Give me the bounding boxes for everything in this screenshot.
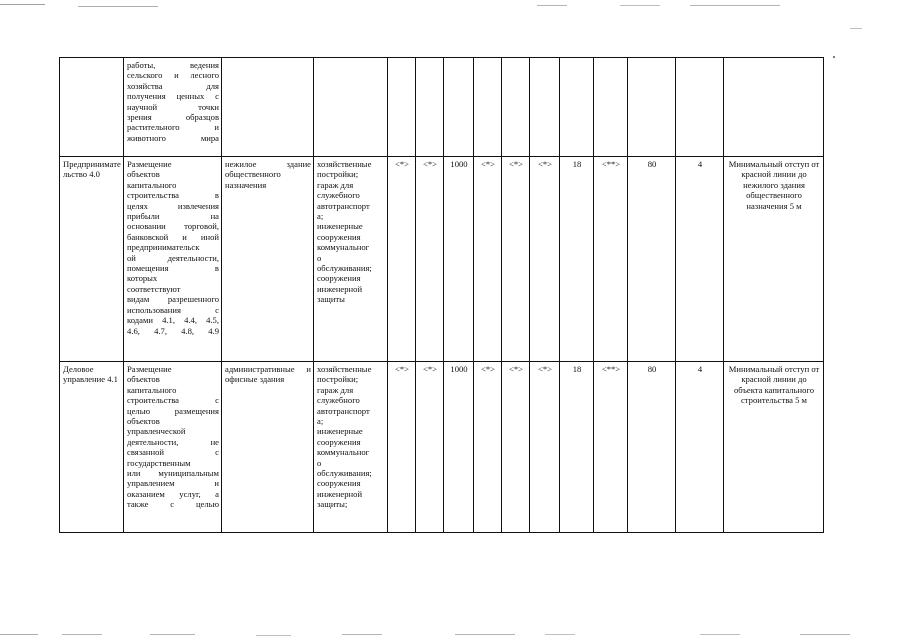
text-line: хозяйственные — [317, 159, 372, 169]
cell-description — [124, 58, 222, 157]
scan-artifact-bottom-4 — [256, 635, 291, 636]
text-line: Размещение — [127, 159, 172, 169]
scan-artifact-bottom-6 — [455, 634, 515, 635]
cell-value-6 — [530, 58, 560, 157]
text-line: инженерной — [317, 283, 363, 294]
text-line: также с целью — [127, 499, 219, 510]
cell-value-2: <*> — [416, 362, 444, 533]
text-line: автотранспорт — [317, 200, 370, 211]
text-line: предпринимательск — [127, 242, 200, 253]
cell-description — [124, 157, 222, 362]
text-line: управлением и — [127, 478, 219, 489]
text-line: кодами 4.1, 4.4, 4.5, — [127, 315, 219, 326]
cell-name — [60, 58, 124, 157]
text-line: целью размещения — [127, 405, 219, 416]
cell-value-4 — [474, 58, 502, 157]
cell-value-6: <*> — [530, 362, 560, 533]
table-row-continuation — [60, 58, 824, 157]
cell-name: Деловое управление 4.1 — [60, 362, 124, 533]
cell-name: Предпринимательство 4.0 — [60, 157, 124, 362]
scan-dot — [833, 56, 835, 58]
cell-value-10: 4 — [676, 362, 724, 533]
cell-value-9: 80 — [628, 157, 676, 362]
cell-value-5 — [502, 58, 530, 157]
cell-value-8: <**> — [594, 362, 628, 533]
cell-value-5: <*> — [502, 157, 530, 362]
cell-value-10 — [676, 58, 724, 157]
cell-main-use: административные и офисные здания — [222, 362, 314, 533]
cell-value-8 — [594, 58, 628, 157]
text-line: объектов — [127, 416, 160, 427]
text-line: работы, ведения — [127, 60, 219, 70]
text-line: а; — [317, 211, 324, 222]
cell-main-use: нежилое здание общественного назначения — [222, 157, 314, 362]
text-line: капитального — [127, 384, 177, 395]
text-line: объектов — [127, 169, 160, 180]
text-line: прибыли на — [127, 211, 219, 222]
cell-value-1: <*> — [388, 157, 416, 362]
cell-auxiliary-use — [314, 58, 388, 157]
cell-value-1: <*> — [388, 362, 416, 533]
text-line: о — [317, 457, 322, 468]
text-line: ой деятельности, — [127, 252, 219, 263]
text-line: гараж для — [317, 179, 354, 190]
scan-artifact-top-right — [537, 5, 567, 6]
cell-value-3: 1000 — [444, 157, 474, 362]
cell-value-7: 18 — [560, 157, 594, 362]
text-line: деятельности, не — [127, 436, 219, 447]
scan-artifact-top-left-2 — [78, 6, 158, 7]
text-line: растительного и — [127, 122, 219, 133]
cell-note — [724, 58, 824, 157]
text-line: защиты; — [317, 499, 348, 510]
text-line: обслуживания; — [317, 263, 372, 274]
cell-value-7: 18 — [560, 362, 594, 533]
text-line: о — [317, 252, 322, 263]
cell-auxiliary-use — [314, 157, 388, 362]
text-line: которых — [127, 273, 158, 284]
cell-auxiliary-use — [314, 362, 388, 533]
scan-artifact-bottom-7 — [545, 634, 575, 635]
cell-value-2: <*> — [416, 157, 444, 362]
text-line: государственным — [127, 457, 191, 468]
table-row-business-management — [60, 362, 824, 533]
text-line: инженерные — [317, 426, 363, 437]
cell-value-2 — [416, 58, 444, 157]
text-line: получения ценных с — [127, 91, 219, 102]
cell-value-10: 4 — [676, 157, 724, 362]
scan-artifact-bottom-9 — [800, 634, 850, 635]
scan-artifact-bottom-5 — [342, 634, 382, 635]
table-row-entrepreneurship — [60, 157, 824, 362]
text-line: зрения образцов — [127, 112, 219, 123]
text-line: или муниципальным — [127, 468, 219, 479]
text-line: строительства с — [127, 395, 219, 406]
text-line: сооружения — [317, 436, 361, 447]
text-line: банковской и иной — [127, 231, 219, 242]
cell-value-9 — [628, 58, 676, 157]
text-line: 4.6, 4.7, 4.8, 4.9 — [127, 325, 219, 336]
scan-artifact-top-right-2 — [620, 5, 660, 6]
text-line: животного мира — [127, 132, 219, 143]
scan-artifact-top-left — [0, 4, 45, 5]
text-line: сельского и лесного — [127, 70, 219, 81]
cell-description — [124, 362, 222, 533]
text-line: целях извлечения — [127, 200, 219, 211]
cell-value-3: 1000 — [444, 362, 474, 533]
text-line: инженерной — [317, 488, 363, 499]
cell-note: Минимальный отступ от красной линии до объекта капитального строительства 5 м — [724, 362, 824, 533]
text-line: коммунальног — [317, 447, 370, 458]
scan-artifact-bottom-2 — [62, 634, 102, 635]
cell-value-4: <*> — [474, 362, 502, 533]
text-line: использования с — [127, 304, 219, 315]
text-line: строительства в — [127, 190, 219, 201]
text-line: служебного — [317, 395, 360, 406]
cell-value-6: <*> — [530, 157, 560, 362]
text-line: защиты — [317, 294, 345, 305]
scan-artifact-top-right-4 — [850, 28, 862, 29]
text-line: сооружения — [317, 273, 361, 284]
text-line: инженерные — [317, 221, 363, 232]
cell-value-4: <*> — [474, 157, 502, 362]
cell-value-3 — [444, 58, 474, 157]
cell-value-7 — [560, 58, 594, 157]
scan-artifact-bottom-1 — [0, 634, 38, 635]
text-line: автотранспорт — [317, 405, 370, 416]
text-line: хозяйства для — [127, 80, 219, 91]
text-line: а; — [317, 416, 324, 427]
cell-main-use — [222, 58, 314, 157]
text-line: постройки; — [317, 169, 359, 180]
text-line: управленческой — [127, 426, 186, 437]
text-line: сооружения — [317, 478, 361, 489]
cell-value-8: <**> — [594, 157, 628, 362]
text-line: служебного — [317, 190, 360, 201]
cell-value-5: <*> — [502, 362, 530, 533]
text-line: соответствуют — [127, 283, 181, 294]
scan-artifact-bottom-8 — [700, 634, 740, 635]
text-line: сооружения — [317, 231, 361, 242]
text-line: капитального — [127, 179, 177, 190]
scan-artifact-top-right-3 — [690, 5, 780, 6]
text-line: связанной с — [127, 447, 219, 458]
text-line: оказанием услуг, а — [127, 488, 219, 499]
text-line: хозяйственные — [317, 364, 372, 374]
text-line: видам разрешенного — [127, 294, 219, 305]
cell-value-9: 80 — [628, 362, 676, 533]
cell-value-1 — [388, 58, 416, 157]
text-line: помещения в — [127, 263, 219, 274]
cell-note: Минимальный отступ от красной линии до нежилого здания общественного назначения 5 м — [724, 157, 824, 362]
text-line: научной точки — [127, 101, 219, 112]
land-use-regulations-table — [59, 57, 824, 533]
text-line: Размещение — [127, 364, 172, 374]
text-line: основании торговой, — [127, 221, 219, 232]
text-line: постройки; — [317, 374, 359, 385]
text-line: обслуживания; — [317, 468, 372, 479]
text-line: коммунальног — [317, 242, 370, 253]
text-line: объектов — [127, 374, 160, 385]
scan-artifact-bottom-3 — [150, 634, 195, 635]
text-line: гараж для — [317, 384, 354, 395]
